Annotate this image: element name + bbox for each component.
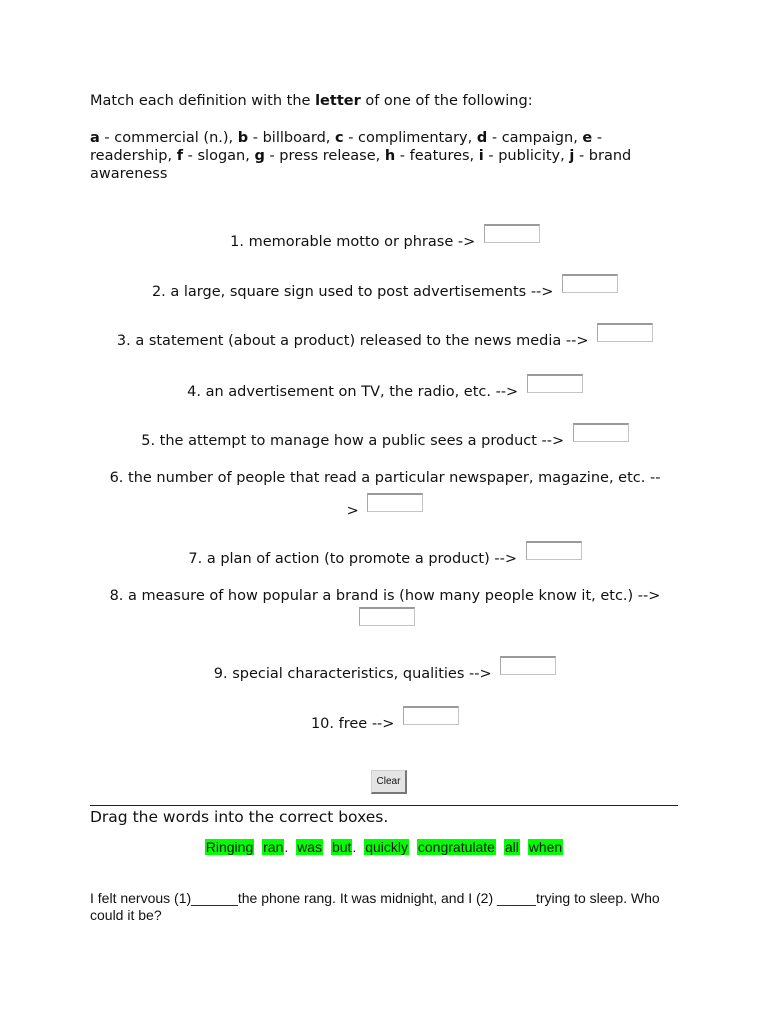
option-list — [90, 129, 680, 183]
answer-input-7[interactable] — [526, 541, 582, 560]
question-text: 1. memorable motto or phrase -> — [230, 234, 476, 250]
instructions-bold: letter — [315, 93, 361, 109]
word-chip[interactable]: all — [504, 839, 519, 855]
option — [177, 148, 255, 164]
option-letter: b — [237, 130, 249, 146]
question-5 — [90, 432, 680, 452]
option — [335, 130, 477, 146]
word-chip[interactable]: but — [331, 839, 352, 855]
option-letter: d — [476, 130, 488, 146]
question-text: 2. a large, square sign used to post advertisements --> — [151, 284, 554, 300]
question-1 — [90, 233, 680, 253]
clear-button[interactable]: Clear — [371, 770, 407, 794]
question-text: 4. an advertisement on TV, the radio, etc. --> — [187, 384, 519, 400]
question-text: 6. the number of people that read a particular newspaper, magazine, etc. -- — [109, 470, 661, 486]
option-letter: f — [176, 148, 184, 164]
instructions-pre: Match each definition with the — [90, 93, 316, 109]
question-text: 7. a plan of action (to promote a product) --> — [188, 551, 517, 567]
question-9 — [90, 665, 680, 685]
option — [254, 148, 384, 164]
answer-input-10[interactable] — [403, 706, 459, 725]
word-punct: . — [284, 839, 289, 855]
answer-input-9[interactable] — [500, 656, 556, 675]
word-chip[interactable]: Ringing — [205, 839, 254, 855]
question-4 — [90, 383, 680, 403]
option-letter: c — [335, 130, 344, 146]
question-text-continued: > — [346, 503, 359, 519]
option-letter: j — [569, 148, 575, 164]
word-chip[interactable]: quickly — [365, 839, 408, 855]
question-6 — [90, 469, 680, 522]
answer-input-5[interactable] — [573, 423, 629, 442]
option-letter: i — [478, 148, 484, 164]
question-text: 8. a measure of how popular a brand is (how many people know it, etc.) --> — [109, 588, 661, 604]
option — [238, 130, 335, 146]
question-8 — [90, 587, 680, 626]
option-letter: g — [254, 148, 265, 164]
fill-in-passage: I felt nervous (1)______the phone rang. It was midnight, and I (2) _____trying to sleep. Who could it be? — [90, 890, 660, 923]
option — [477, 130, 583, 146]
question-2 — [90, 283, 680, 303]
option-letter: h — [384, 148, 396, 164]
option-text: - billboard, — [248, 130, 335, 146]
option-text: - features, — [395, 148, 479, 164]
question-7 — [90, 550, 680, 570]
question-3 — [90, 332, 680, 352]
question-text: 3. a statement (about a product) released to the news media --> — [116, 333, 589, 349]
drag-section-title: Drag the words into the correct boxes. — [90, 808, 389, 826]
section-divider — [90, 805, 678, 806]
option-text: - readership, — [90, 130, 603, 164]
option-text: - complimentary, — [343, 130, 477, 146]
option-text: - brand awareness — [90, 148, 632, 182]
question-10 — [90, 715, 680, 735]
answer-input-1[interactable] — [484, 224, 540, 243]
answer-input-8[interactable] — [359, 607, 415, 626]
option-text: - campaign, — [487, 130, 583, 146]
question-text: 10. free --> — [310, 716, 395, 732]
option-letter: a — [90, 130, 100, 146]
option — [479, 148, 570, 164]
word-punct: . — [352, 839, 357, 855]
option-text: - press release, — [264, 148, 385, 164]
option-letter: e — [582, 130, 593, 146]
word-chip[interactable]: ran — [263, 839, 284, 855]
word-chip[interactable]: was — [297, 839, 323, 855]
word-chip[interactable]: congratulate — [417, 839, 495, 855]
option — [385, 148, 479, 164]
word-bank — [90, 838, 678, 856]
option-text: - commercial (n.), — [99, 130, 238, 146]
option — [90, 130, 238, 146]
instructions-post: of one of the following: — [360, 93, 533, 109]
option-text: - slogan, — [183, 148, 255, 164]
word-chip[interactable]: when — [528, 839, 563, 855]
question-text: 9. special characteristics, qualities --> — [213, 666, 492, 682]
question-text: 5. the attempt to manage how a public sees a product --> — [141, 433, 565, 449]
instructions — [90, 92, 680, 110]
answer-input-3[interactable] — [597, 323, 653, 342]
answer-input-2[interactable] — [562, 274, 618, 293]
option-text: - publicity, — [483, 148, 570, 164]
answer-input-4[interactable] — [527, 374, 583, 393]
answer-input-6[interactable] — [367, 493, 423, 512]
